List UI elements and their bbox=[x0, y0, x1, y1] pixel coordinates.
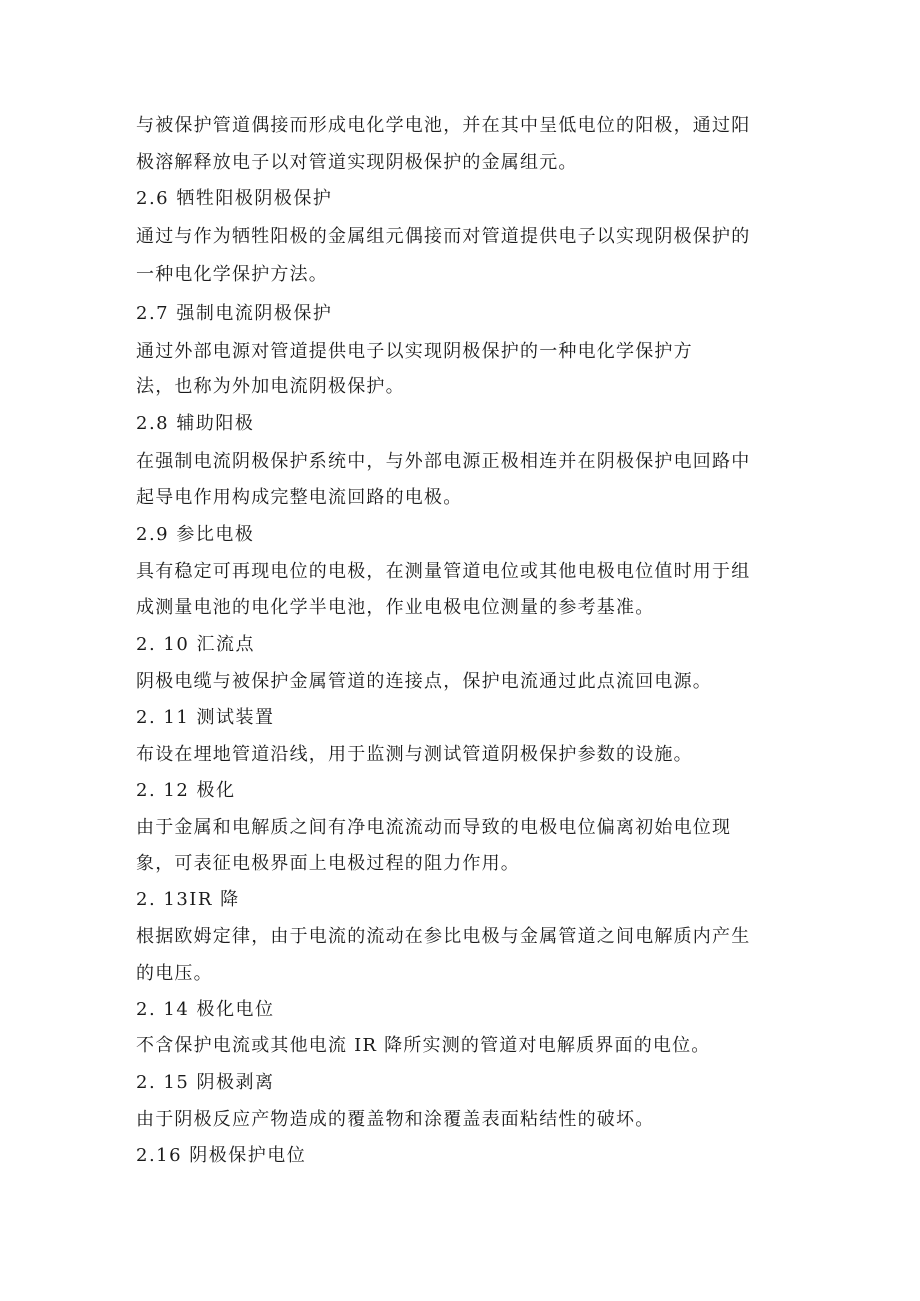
body-text-line: 通过与作为牺牲阳极的金属组元偶接而对管道提供电子以实现阴极保护的 bbox=[136, 226, 751, 247]
section-heading-2-12: 2. 12 极化 bbox=[136, 780, 236, 801]
body-text-line: 法，也称为外加电流阴极保护。 bbox=[136, 376, 405, 397]
body-text-line: 由于金属和电解质之间有净电流流动而导致的电极电位偏离初始电位现 bbox=[136, 817, 732, 838]
section-heading-2-14: 2. 14 极化电位 bbox=[136, 999, 275, 1020]
section-heading-2-11: 2. 11 测试装置 bbox=[136, 707, 275, 728]
body-text-line: 根据欧姆定律，由于电流的流动在参比电极与金属管道之间电解质内产生 bbox=[136, 926, 751, 947]
section-heading-2-8: 2.8 辅助阳极 bbox=[136, 413, 255, 434]
body-text-line: 具有稳定可再现电位的电极，在测量管道电位或其他电极电位值时用于组 bbox=[136, 561, 751, 582]
body-text-line: 与被保护管道偶接而形成电化学电池，并在其中呈低电位的阳极，通过阳 bbox=[136, 115, 751, 136]
section-heading-2-10: 2. 10 汇流点 bbox=[136, 634, 256, 655]
section-heading-2-15: 2. 15 阴极剥离 bbox=[136, 1072, 275, 1093]
body-text-line: 极溶解释放电子以对管道实现阴极保护的金属组元。 bbox=[136, 152, 578, 173]
body-text-line: 不含保护电流或其他电流 IR 降所实测的管道对电解质界面的电位。 bbox=[136, 1035, 711, 1056]
body-text-line: 通过外部电源对管道提供电子以实现阴极保护的一种电化学保护方 bbox=[136, 341, 693, 362]
body-text-line: 成测量电池的电化学半电池，作业电极电位测量的参考基准。 bbox=[136, 597, 655, 618]
section-heading-2-16: 2.16 阴极保护电位 bbox=[136, 1145, 307, 1166]
body-text-line: 布设在埋地管道沿线，用于监测与测试管道阴极保护参数的设施。 bbox=[136, 744, 693, 765]
body-text-line: 在强制电流阴极保护系统中，与外部电源正极相连并在阴极保护电回路中 bbox=[136, 451, 751, 472]
body-text-line: 一种电化学保护方法。 bbox=[136, 264, 328, 285]
section-heading-2-13: 2. 13IR 降 bbox=[136, 889, 240, 910]
body-text-line: 的电压。 bbox=[136, 963, 213, 984]
body-text-line: 阴极电缆与被保护金属管道的连接点，保护电流通过此点流回电源。 bbox=[136, 671, 712, 692]
section-heading-2-7: 2.7 强制电流阴极保护 bbox=[136, 303, 333, 324]
body-text-line: 由于阴极反应产物造成的覆盖物和涂覆盖表面粘结性的破坏。 bbox=[136, 1109, 655, 1130]
section-heading-2-9: 2.9 参比电极 bbox=[136, 524, 255, 545]
section-heading-2-6: 2.6 牺牲阳极阴极保护 bbox=[136, 188, 333, 209]
body-text-line: 起导电作用构成完整电流回路的电极。 bbox=[136, 487, 463, 508]
body-text-line: 象，可表征电极界面上电极过程的阻力作用。 bbox=[136, 853, 520, 874]
